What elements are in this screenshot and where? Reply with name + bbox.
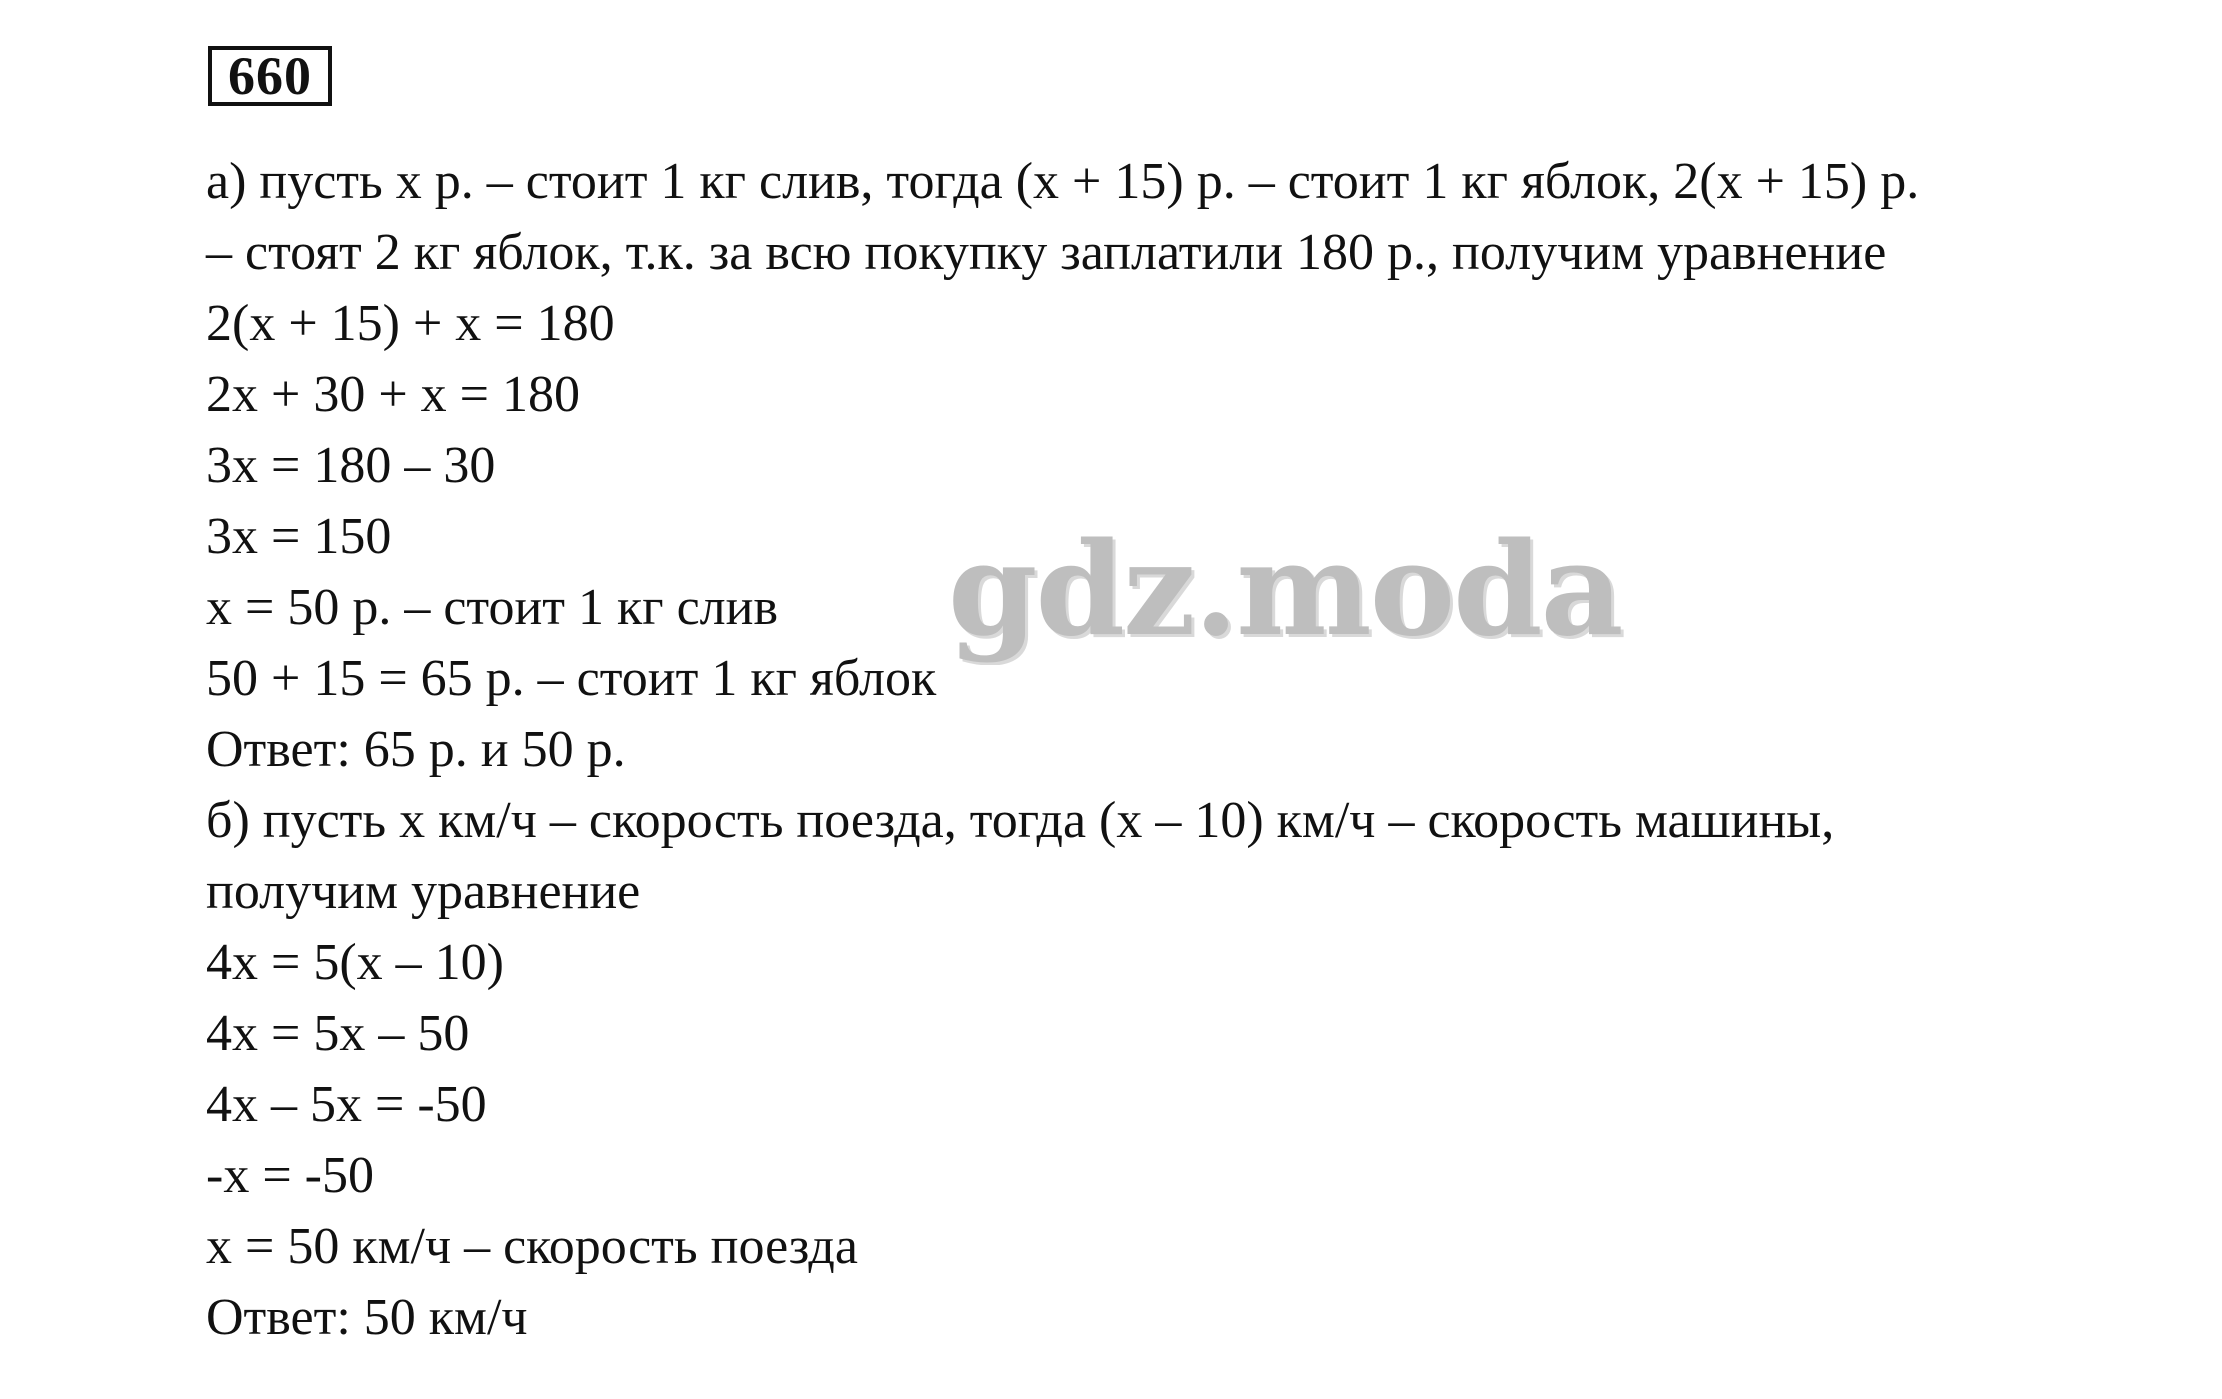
solution-line: х = 50 км/ч – скорость поезда [206,1218,858,1275]
solution-line: – стоят 2 кг яблок, т.к. за всю покупку заплатили 180 р., получим уравнение [206,224,1887,281]
solution-line: б) пусть х км/ч – скорость поезда, тогда (х – 10) км/ч – скорость машины, [206,792,1835,849]
solution-line: 4х – 5х = -50 [206,1076,487,1133]
solution-line: получим уравнение [206,863,641,920]
solution-line: 3х = 180 – 30 [206,437,496,494]
solution-text [206,146,2196,1353]
problem-number-box: 660 [208,46,332,106]
solution-line: -х = -50 [206,1147,374,1204]
solution-line: 50 + 15 = 65 р. – стоит 1 кг яблок [206,650,937,707]
answer-line: Ответ: 65 р. и 50 р. [206,721,626,778]
solution-line: 2х + 30 + х = 180 [206,366,580,423]
solution-line: а) пусть х р. – стоит 1 кг слив, тогда (х + 15) р. – стоит 1 кг яблок, 2(х + 15) р. [206,153,1920,210]
watermark: gdz.moda [948,515,1622,665]
answer-line: Ответ: 50 км/ч [206,1289,528,1346]
solution-line: 4х = 5х – 50 [206,1005,470,1062]
solution-line: 2(х + 15) + х = 180 [206,295,615,352]
solution-line: х = 50 р. – стоит 1 кг слив [206,579,778,636]
solution-line: 3х = 150 [206,508,392,565]
solution-line: 4х = 5(х – 10) [206,934,504,991]
